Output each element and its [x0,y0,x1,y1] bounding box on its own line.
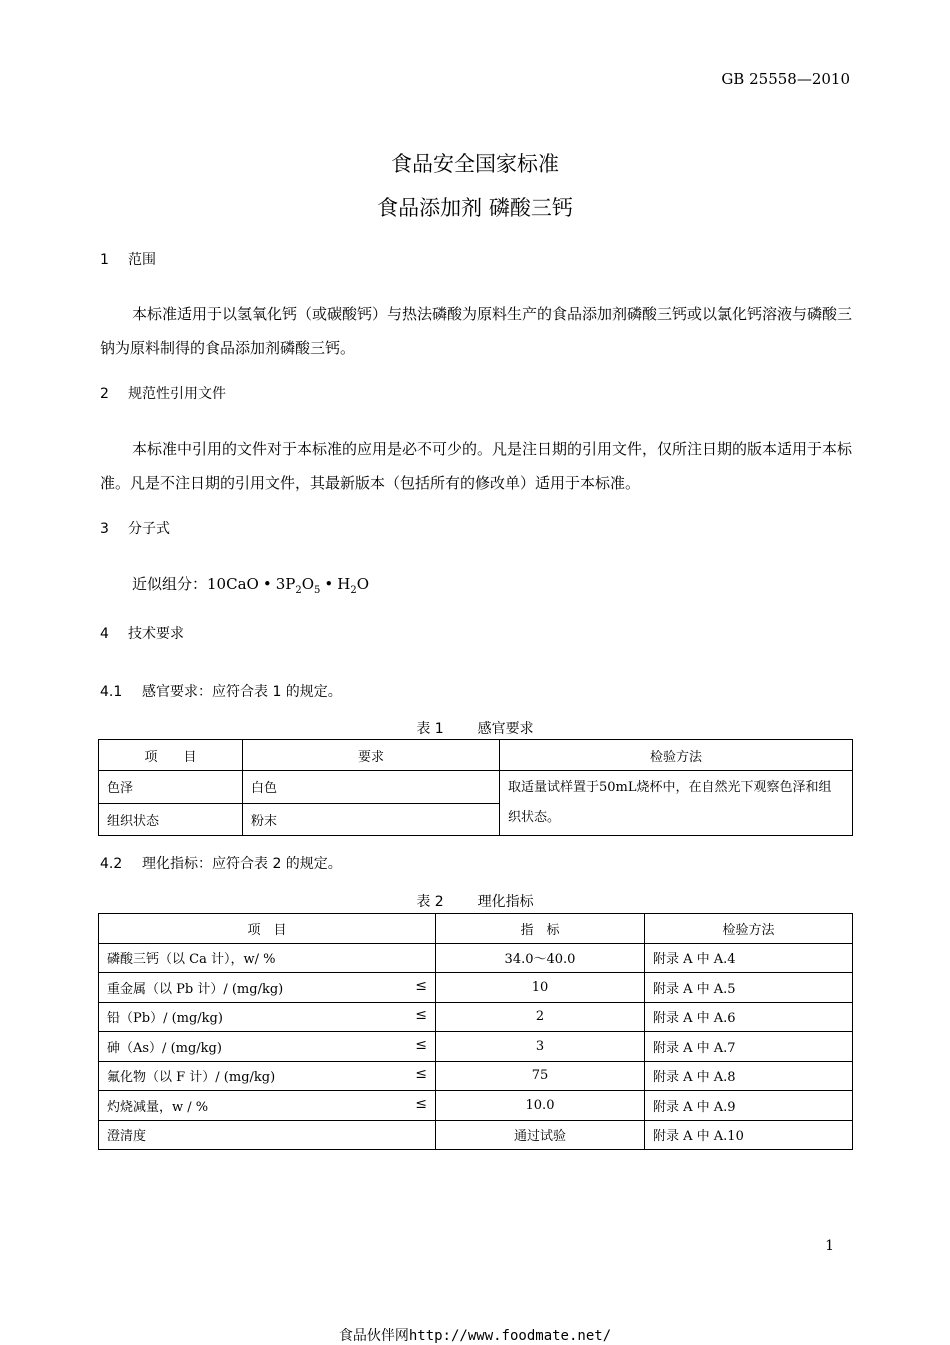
section-number: 4.1 [100,684,123,700]
page-number: 1 [825,1238,834,1254]
le-symbol: ≤ [415,1036,427,1053]
table-cell-method: 附录 A 中 A.8 [645,1061,853,1091]
section-heading-3 [100,518,170,538]
table-row [99,1120,853,1150]
section-heading-1 [100,249,156,269]
table-cell-item [99,1091,436,1121]
table-cell-item [99,1002,436,1032]
section-title: 规范性引用文件 [128,386,226,402]
table-cell-method: 附录 A 中 A.10 [645,1120,853,1150]
table-cell-value: 75 [436,1061,645,1091]
le-symbol: ≤ [415,977,427,994]
table-cell-value: 通过试验 [436,1120,645,1150]
molecular-formula: 近似组分：10CaO • $3P_2O_5$ • $H_2O$ [132,575,370,596]
section-title: 分子式 [128,521,170,537]
table-header-cell: 指 标 [436,914,645,944]
item-label: 磷酸三钙（以 Ca 计），w/ % [107,952,276,968]
section-number: 2 [100,386,109,402]
table-cell-item [99,1061,436,1091]
section-title: 范围 [128,252,156,268]
table-cell-value: 10.0 [436,1091,645,1121]
section-title: 理化指标：应符合表 2 的规定。 [142,856,342,872]
table-title: 感官要求 [477,721,534,737]
table-cell-item [99,973,436,1003]
section-heading-4-1 [100,681,342,701]
table-cell-method: 附录 A 中 A.5 [645,973,853,1003]
table-title: 理化指标 [477,894,534,910]
footer-url-link[interactable]: http://www.foodmate.net/ [408,1328,612,1344]
table-physicochemical-indicators [98,913,853,1150]
document-subtitle: 食品添加剂 磷酸三钙 [377,196,573,220]
table-cell-method: 附录 A 中 A.4 [645,943,853,973]
table-cell-value: 34.0～40.0 [436,943,645,973]
table-1-caption [0,718,950,738]
standard-code: GB 25558—2010 [721,70,850,88]
section-title: 感官要求：应符合表 1 的规定。 [142,684,342,700]
table-row [99,1061,853,1091]
table-cell-value: 3 [436,1032,645,1062]
section-title: 技术要求 [128,626,184,642]
table-row [99,1002,853,1032]
table-header-cell: 要求 [243,740,500,771]
table-number: 表 2 [416,894,444,910]
le-symbol: ≤ [415,1007,427,1024]
table-number: 表 1 [416,721,444,737]
table-cell-item: 色泽 [99,771,243,804]
le-symbol: ≤ [415,1066,427,1083]
footer [0,1325,950,1345]
table-row [99,973,853,1003]
table-cell-method: 附录 A 中 A.7 [645,1032,853,1062]
table-row [99,943,853,973]
item-label: 重金属（以 Pb 计）/ (mg/kg) [107,981,284,997]
formula-label: 近似组分： [132,575,208,593]
table-row [99,771,853,804]
section-2-text: 本标准中引用的文件对于本标准的应用是必不可少的。凡是注日期的引用文件，仅所注日期的版本适用于本标准。凡是不注日期的引用文件，其最新版本（包括所有的修改单）适用于本标准。 [100,440,853,492]
table-header-row [99,740,853,771]
item-label: 灼烧减量，w / % [107,1099,209,1115]
section-heading-4 [100,623,184,643]
table-header-row [99,914,853,944]
section-number: 3 [100,521,109,537]
section-heading-2 [100,383,226,403]
table-2-caption [0,891,950,911]
section-1-text: 本标准适用于以氢氧化钙（或碳酸钙）与热法磷酸为原料生产的食品添加剂磷酸三钙或以氯化钙溶液与磷酸三钠为原料制得的食品添加剂磷酸三钙。 [100,305,853,357]
table-cell-method: 附录 A 中 A.9 [645,1091,853,1121]
section-heading-4-2 [100,853,342,873]
table-cell-requirement: 白色 [243,771,500,804]
table-cell-item [99,1120,436,1150]
section-number: 4 [100,626,109,642]
footer-site-name: 食品伙伴网 [338,1328,409,1344]
item-label: 砷（As）/ (mg/kg) [107,1040,222,1056]
table-cell-method: 附录 A 中 A.6 [645,1002,853,1032]
item-label: 铅（Pb）/ (mg/kg) [107,1011,223,1027]
table-row [99,1032,853,1062]
table-header-cell: 检验方法 [500,740,853,771]
table-cell-value: 10 [436,973,645,1003]
document-title: 食品安全国家标准 [391,152,559,176]
table-row [99,1091,853,1121]
table-cell-item: 组织状态 [99,803,243,836]
table-header-cell: 检验方法 [645,914,853,944]
table-sensory-requirements [98,739,853,836]
table-header-cell: 项 目 [99,914,436,944]
section-number: 1 [100,252,109,268]
table-cell-item [99,1032,436,1062]
table-cell-requirement: 粉末 [243,803,500,836]
item-label: 氟化物（以 F 计）/ (mg/kg) [107,1070,276,1086]
item-label: 澄清度 [107,1129,147,1145]
table-cell-method: 取适量试样置于50mL烧杯中，在自然光下观察色泽和组织状态。 [500,771,853,836]
table-header-cell: 项 目 [99,740,243,771]
section-number: 4.2 [100,856,123,872]
table-cell-item [99,943,436,973]
table-cell-value: 2 [436,1002,645,1032]
le-symbol: ≤ [415,1095,427,1112]
